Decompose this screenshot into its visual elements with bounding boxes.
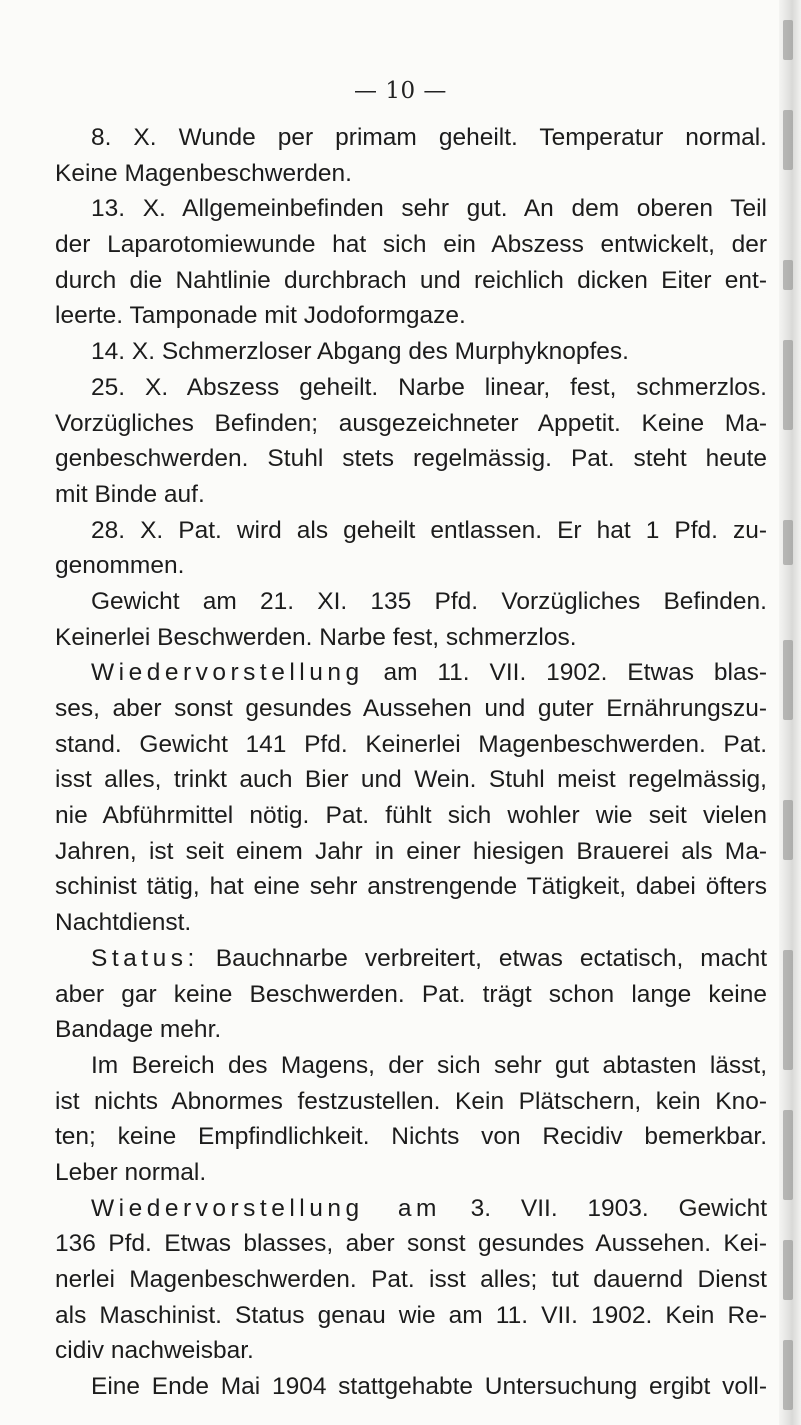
edge-shadow-mark [783, 520, 793, 565]
text-line: 13. X. Allgemeinbefinden sehr gut. An dem oberen Teil [91, 195, 767, 223]
text-line: Wiedervorstellung am 3. VII. 1903. Gewicht [91, 1194, 768, 1222]
text-line: isst alles, trinkt auch Bier und Wein. Stuhl meist regelmässig, [55, 766, 767, 794]
edge-shadow-mark [783, 260, 793, 290]
edge-shadow-mark [783, 340, 793, 430]
text-line: Keine Magenbeschwerden. [55, 159, 352, 187]
text-line: 8. X. Wunde per primam geheilt. Temperatur normal. [91, 124, 767, 151]
body-text [55, 120, 767, 1405]
text-line: 136 Pfd. Etwas blasses, aber sonst gesundes Aussehen. Kei- [55, 1230, 767, 1258]
edge-shadow-mark [783, 640, 793, 720]
text-line: nerlei Magenbeschwerden. Pat. isst alles; tut dauernd Dienst [55, 1266, 767, 1293]
text-line: ten; keine Empfindlichkeit. Nichts von Recidiv bemerkbar. [55, 1123, 767, 1151]
text-line: Keinerlei Beschwerden. Narbe fest, schmerzlos. [55, 623, 577, 651]
text-line: leerte. Tamponade mit Jodoformgaze. [55, 302, 466, 330]
page-number: — 10 — [354, 78, 447, 104]
text-line: ses, aber sonst gesundes Aussehen und guter Ernährungszu- [55, 695, 767, 722]
text-line: der Laparotomiewunde hat sich ein Abszess entwickelt, der [55, 231, 767, 259]
text-line: Eine Ende Mai 1904 stattgehabte Untersuchung ergibt voll- [91, 1373, 767, 1401]
text-line: genommen. [55, 552, 185, 580]
spaced-heading: Wiedervorstellung [91, 659, 364, 687]
text-line: nie Abführmittel nötig. Pat. fühlt sich wohler wie seit vielen [55, 802, 767, 830]
edge-shadow-mark [783, 950, 793, 1070]
text-line: genbeschwerden. Stuhl stets regelmässig. Pat. steht heute [55, 445, 767, 473]
text-line: Gewicht am 21. XI. 135 Pfd. Vorzügliches Befinden. [91, 587, 767, 615]
text-line: Jahren, ist seit einem Jahr in einer hiesigen Brauerei als Ma- [55, 837, 767, 865]
text-line: Leber normal. [55, 1158, 207, 1186]
text-line: 25. X. Abszess geheilt. Narbe linear, fest, schmerzlos. [91, 373, 767, 401]
spaced-heading: Wiedervorstellung am [91, 1194, 441, 1222]
text-line: Im Bereich des Magens, der sich sehr gut abtasten lässt, [91, 1051, 767, 1079]
text-line: Wiedervorstellung am 11. VII. 1902. Etwas blas- [91, 659, 767, 687]
text-line: durch die Nahtlinie durchbrach und reichlich dicken Eiter ent- [55, 266, 767, 294]
scanned-page-edge [779, 0, 801, 1425]
text-line: Vorzügliches Befinden; ausgezeichneter Appetit. Keine Ma- [55, 409, 767, 437]
text-line: 14. X. Schmerzloser Abgang des Murphyknopfes. [91, 338, 629, 366]
edge-shadow-mark [783, 1110, 793, 1200]
text-line: 28. X. Pat. wird als geheilt entlassen. Er hat 1 Pfd. zu- [91, 516, 767, 544]
edge-shadow-mark [783, 800, 793, 860]
edge-shadow-mark [783, 1340, 793, 1410]
edge-shadow-mark [783, 20, 793, 60]
text-line: stand. Gewicht 141 Pfd. Keinerlei Magenbeschwerden. Pat. [55, 730, 767, 758]
text-line: Status: Bauchnarbe verbreitert, etwas ectatisch, macht [91, 944, 767, 972]
text-line: schinist tätig, hat eine sehr anstrengende Tätigkeit, dabei öfters [55, 873, 767, 901]
text-line: Bandage mehr. [55, 1016, 222, 1044]
text-line: Nachtdienst. [55, 909, 192, 937]
edge-shadow-mark [783, 1240, 793, 1300]
spaced-heading: Status: [91, 944, 199, 972]
edge-shadow-mark [783, 110, 793, 170]
text-line: mit Binde auf. [55, 480, 205, 508]
text-line: aber gar keine Beschwerden. Pat. trägt schon lange keine [55, 980, 767, 1008]
text-line: als Maschinist. Status genau wie am 11. VII. 1902. Kein Re- [55, 1301, 767, 1329]
text-line: ist nichts Abnormes festzustellen. Kein Plätschern, kein Kno- [55, 1087, 767, 1115]
text-line: cidiv nachweisbar. [55, 1337, 254, 1365]
